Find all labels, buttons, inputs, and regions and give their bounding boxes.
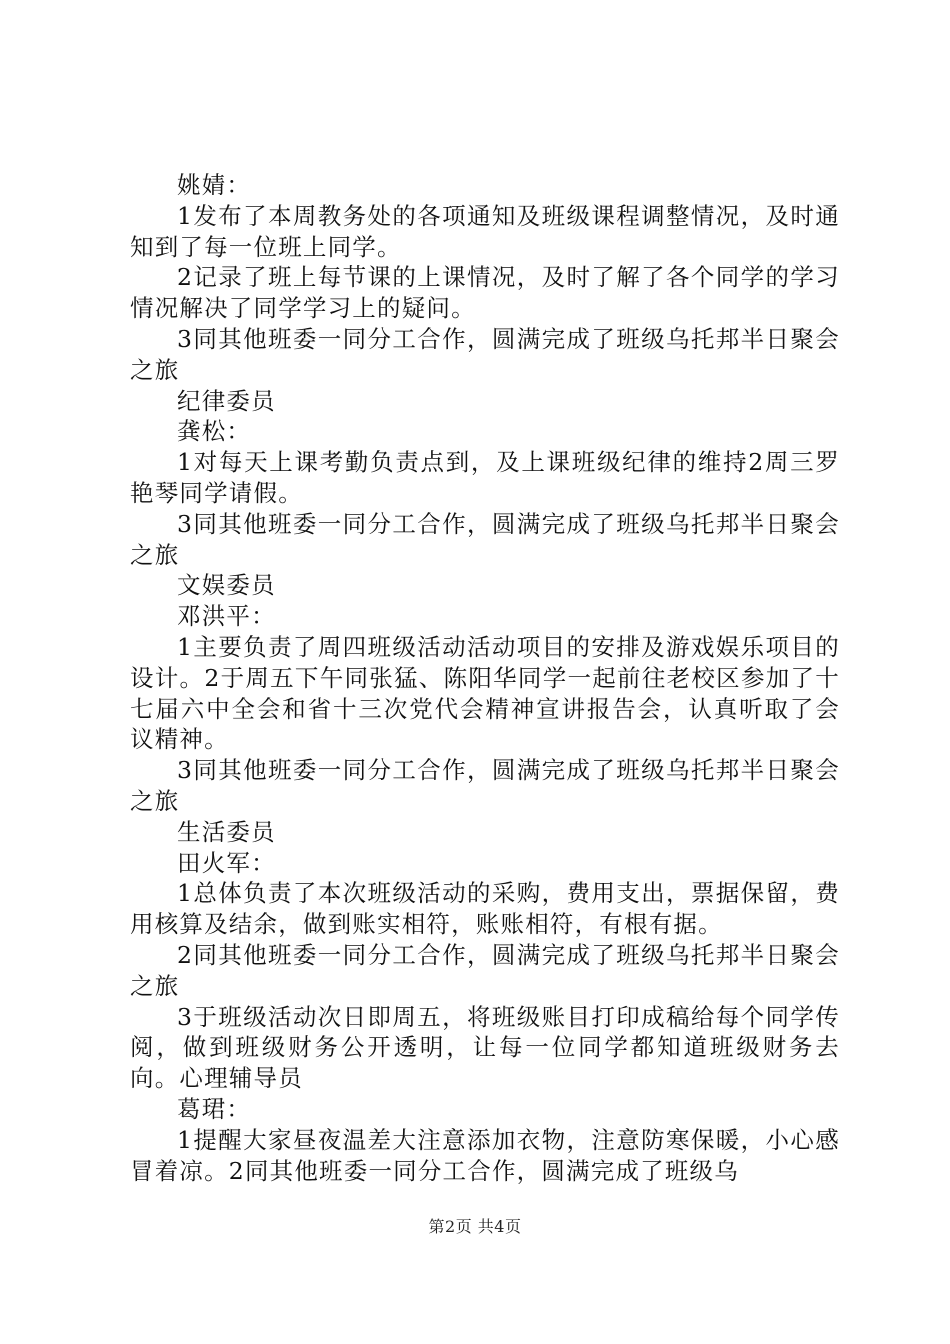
paragraph-item: 3同其他班委一同分工合作，圆满完成了班级乌托邦半日聚会之旅 <box>130 324 840 384</box>
document-body <box>130 170 840 1186</box>
section-heading-life: 生活委员 <box>177 817 276 846</box>
paragraph-item: 1对每天上课考勤负责点到，及上课班级纪律的维持2周三罗艳琴同学请假。 <box>130 448 840 507</box>
paragraph-name-gejun: 葛珺： <box>177 1094 252 1123</box>
paragraph-item: 1提醒大家昼夜温差大注意添加衣物，注意防寒保暖，小心感冒着凉。2同其他班委一同分工合作，圆满完成了班级乌 <box>130 1125 840 1185</box>
section-heading-discipline: 纪律委员 <box>177 386 276 415</box>
section-heading-entertainment: 文娱委员 <box>177 571 276 600</box>
paragraph-name-tianhuojun: 田火军： <box>177 848 276 877</box>
paragraph-item: 2同其他班委一同分工合作，圆满完成了班级乌托邦半日聚会之旅 <box>130 940 840 1000</box>
paragraph-name-yaojing: 姚婧： <box>177 171 252 199</box>
paragraph-item: 3同其他班委一同分工合作，圆满完成了班级乌托邦半日聚会之旅 <box>130 756 840 815</box>
paragraph-name-denghongping: 邓洪平： <box>177 602 276 631</box>
paragraph-item: 1主要负责了周四班级活动活动项目的安排及游戏娱乐项目的设计。2于周五下午同张猛、陈阳华同学一起前往老校区参加了十七届六中全会和省十三次党代会精神宣讲报告会，认真听取了会议精神。 <box>130 632 840 754</box>
paragraph-item: 1总体负责了本次班级活动的采购，费用支出，票据保留，费用核算及结余，做到账实相符，账账相符，有根有据。 <box>130 879 840 939</box>
paragraph-item: 3同其他班委一同分工合作，圆满完成了班级乌托邦半日聚会之旅 <box>130 509 840 569</box>
paragraph-item: 1发布了本周教务处的各项通知及班级课程调整情况，及时通知到了每一位班上同学。 <box>130 201 840 261</box>
paragraph-item: 2记录了班上每节课的上课情况，及时了解了各个同学的学习情况解决了同学学习上的疑问。 <box>130 263 840 323</box>
paragraph-name-gongsong: 龚松： <box>177 417 252 446</box>
page-number-footer: 第2页 共4页 <box>428 1217 522 1236</box>
paragraph-item: 3于班级活动次日即周五，将班级账目打印成稿给每个同学传阅，做到班级财务公开透明，让每一位同学都知道班级财务去向。心理辅导员 <box>130 1002 840 1093</box>
